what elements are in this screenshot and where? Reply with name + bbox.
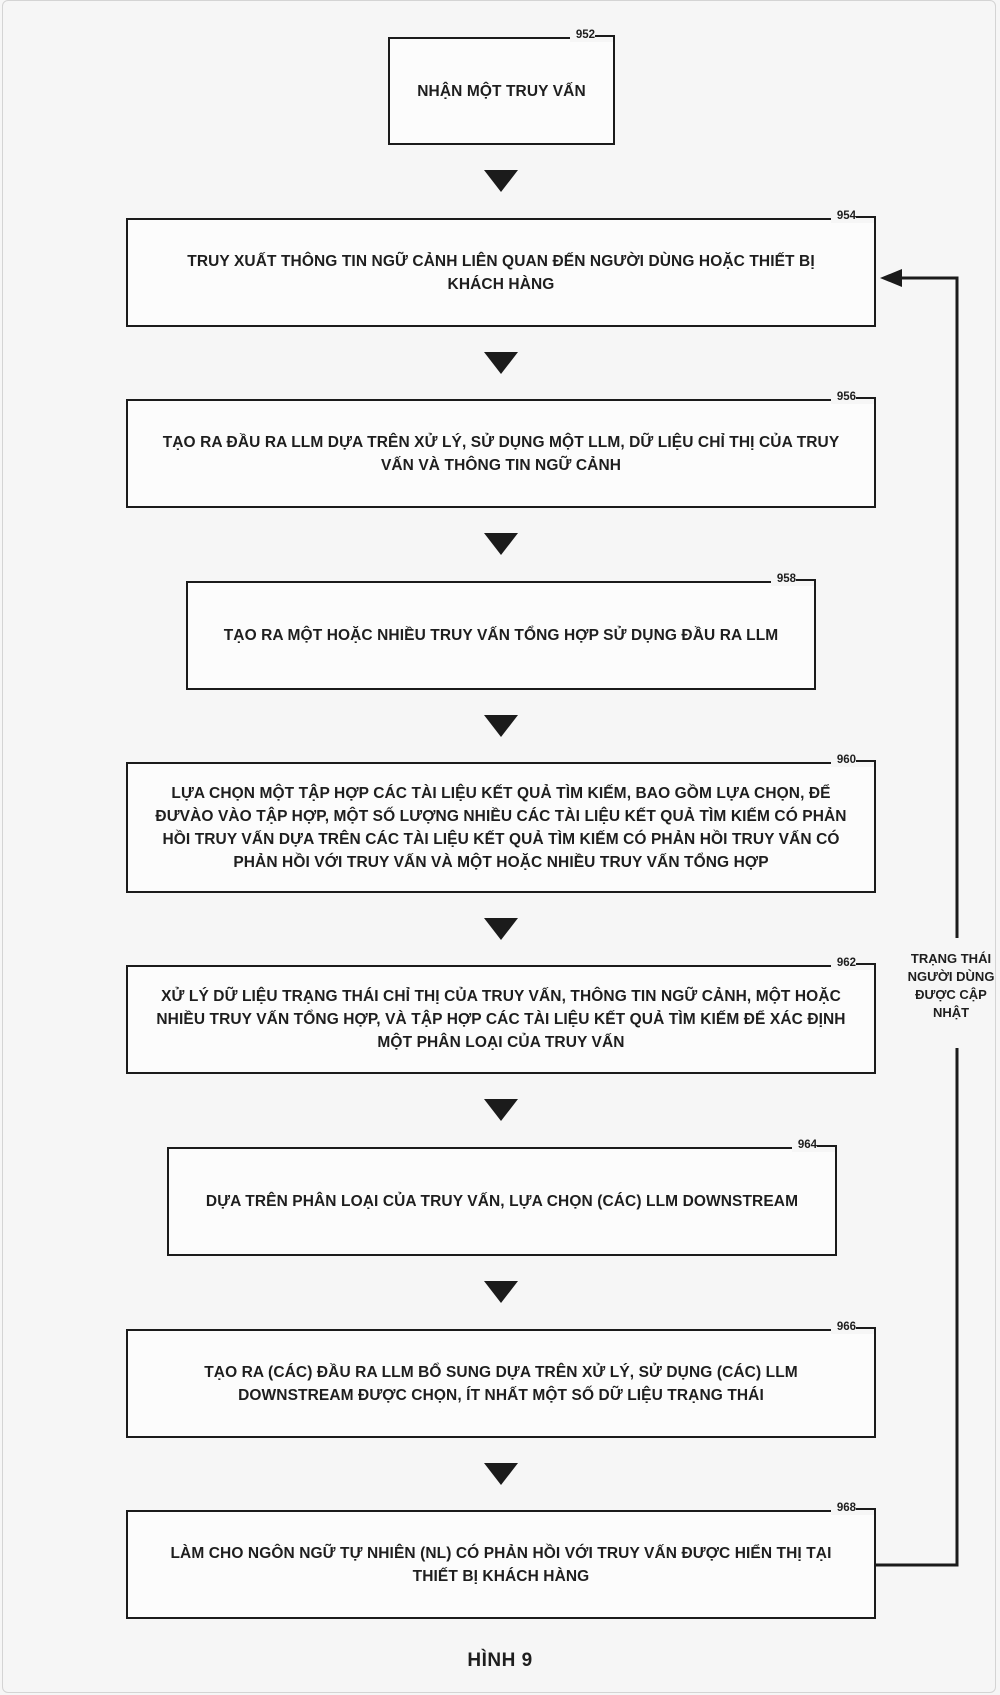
step-968-number: 968: [831, 1501, 876, 1515]
feedback-loop-line-lower: [876, 1048, 957, 1565]
feedback-loop-line-upper: [900, 278, 957, 938]
figure-caption: HÌNH 9: [467, 1650, 533, 1671]
step-956-text: TẠO RA ĐẦU RA LLM DỰA TRÊN XỬ LÝ, SỬ DỤNG MỘT LLM, DỮ LIỆU CHỈ THỊ CỦA TRUY VẤN VÀ THÔNG TIN NGỮ CẢNH: [162, 433, 840, 474]
feedback-loop-label: TRẠNG THÁI NGƯỜI DÙNG ĐƯỢC CẬP NHẬT: [907, 951, 995, 1020]
step-968-text: LÀM CHO NGÔN NGỮ TỰ NHIÊN (NL) CÓ PHẢN HỒI VỚI TRUY VẤN ĐƯỢC HIỂN THỊ TẠI THIẾT BỊ KHÁCH HÀNG: [170, 1544, 832, 1585]
step-962-number: 962: [831, 956, 876, 970]
step-964-text: DỰA TRÊN PHÂN LOẠI CỦA TRUY VẤN, LỰA CHỌN (CÁC) LLM DOWNSTREAM: [205, 1193, 799, 1210]
step-960-text: LỰA CHỌN MỘT TẬP HỢP CÁC TÀI LIỆU KẾT QUẢ TÌM KIẾM, BAO GỒM LỰA CHỌN, ĐỂ ĐƯVÀO VÀO TẬP HỢP, MỘT SỐ LƯỢNG NHIỀU CÁC TÀI LIỆU KẾT QUẢ TÌM KIẾM CÓ PHẢN HỒI TRUY VẤN DỰA TRÊN CÁC TÀI LIỆU KẾT QUẢ TÌM KIẾM CÓ PHẢN HỒI TRUY VẤN CÓ PHẢN HỒI VỚI TRUY VẤN VÀ MỘT HOẶC NHIỀU TRUY VẤN TỔNG HỢP: [155, 784, 847, 871]
step-966-text: TẠO RA (CÁC) ĐẦU RA LLM BỔ SUNG DỰA TRÊN XỬ LÝ, SỬ DỤNG (CÁC) LLM DOWNSTREAM ĐƯỢC CHỌN, ÍT NHẤT MỘT SỐ DỮ LIỆU TRẠNG THÁI: [204, 1363, 798, 1404]
feedback-loop-arrowhead: [880, 269, 902, 287]
step-952-number: 952: [570, 28, 615, 42]
step-966-number: 966: [831, 1320, 876, 1334]
step-962-text: XỬ LÝ DỮ LIỆU TRẠNG THÁI CHỈ THỊ CỦA TRUY VẤN, THÔNG TIN NGỮ CẢNH, MỘT HOẶC NHIỀU TRUY VẤN TỔNG HỢP, VÀ TẬP HỢP CÁC TÀI LIỆU KẾT QUẢ TÌM KIẾM ĐỂ XÁC ĐỊNH MỘT PHÂN LOẠI CỦA TRUY VẤN: [156, 988, 846, 1051]
step-958-text: TẠO RA MỘT HOẶC NHIỀU TRUY VẤN TỔNG HỢP SỬ DỤNG ĐẦU RA LLM: [223, 627, 779, 644]
step-952-text: NHẬN MỘT TRUY VẤN: [417, 82, 586, 100]
step-956-number: 956: [831, 390, 876, 404]
step-964-number: 964: [792, 1138, 837, 1152]
step-954-text: TRUY XUẤT THÔNG TIN NGỮ CẢNH LIÊN QUAN ĐẾN NGƯỜI DÙNG HOẶC THIẾT BỊ KHÁCH HÀNG: [187, 252, 815, 293]
step-960-number: 960: [831, 753, 876, 767]
step-958-number: 958: [771, 572, 816, 586]
step-954-number: 954: [831, 209, 876, 223]
